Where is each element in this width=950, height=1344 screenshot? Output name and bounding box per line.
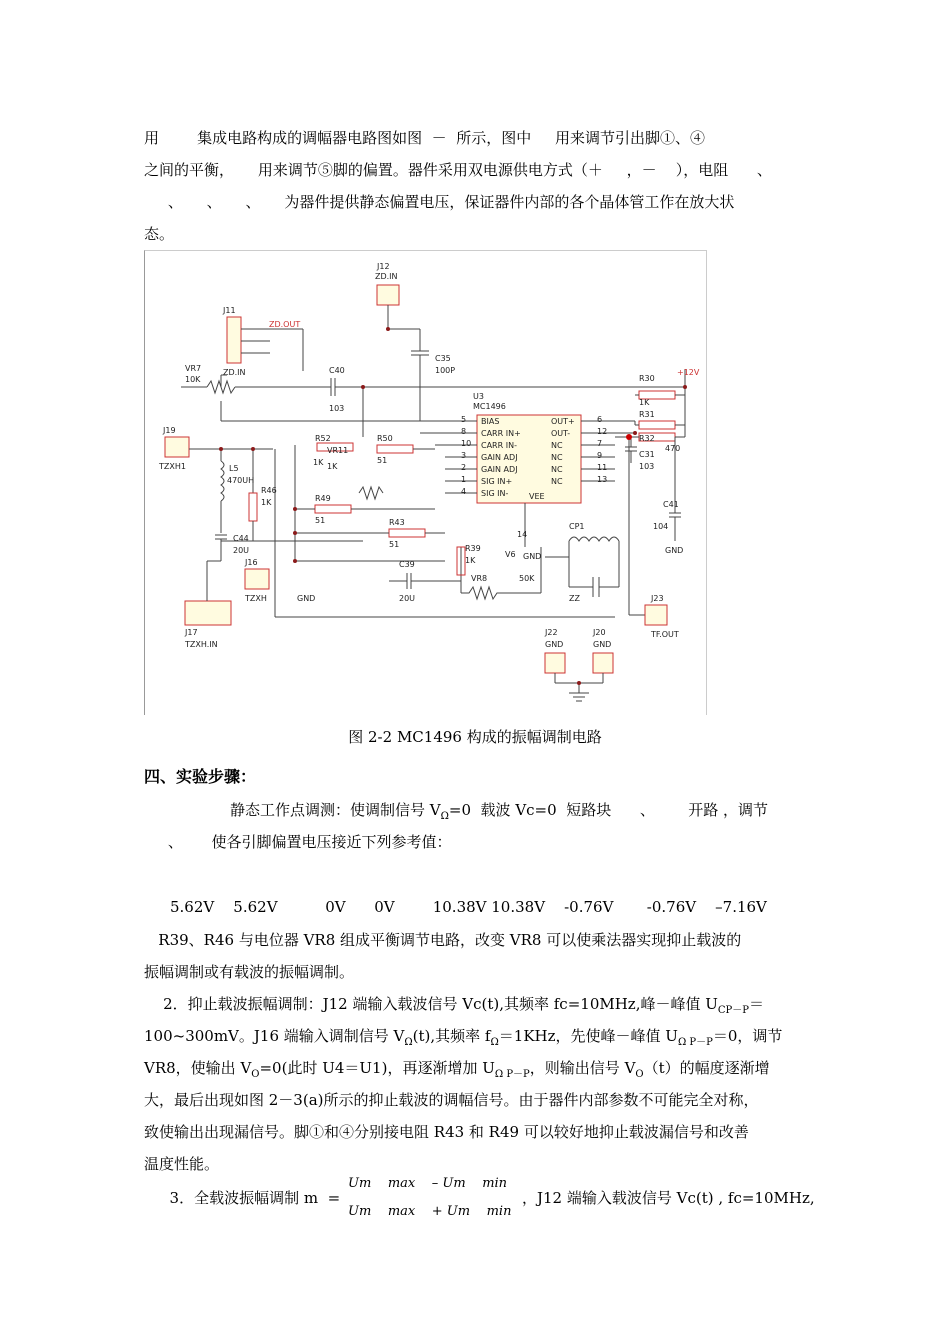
label-j16: J16 [245,558,258,567]
label-j20: J20 [593,628,606,637]
step2-line-3: VR8，使输出 $V_O=0$(此时 U4＝U1)，再逐渐增加 $U_{\Omega P-P}$，则输出信号 $V_O(t)$的幅度逐渐增 [144,1059,770,1080]
label-c35-value: 100P [435,366,456,375]
label-r50: R50 [377,434,393,443]
label-vr8-value: 50K [519,574,535,583]
step2-line-5: 致使输出出现漏信号。脚①和④分别接电阻 R43 和 R49 可以较好地抑止载波漏信号和改善 [144,1123,749,1141]
label-gnd-j22: GND [545,640,564,649]
label-r30-value: 1K [639,398,650,407]
label-zdin-top: ZD.IN [375,272,398,281]
figure-caption: 图 2-2 MC1496 构成的振幅调制电路 [348,728,602,746]
label-j19: J19 [163,426,176,435]
step1-line-1: 静态工作点调测：使调制信号 $V_\Omega=0$ 载波 Vc=0 短路块 、 开路 ，调节 [230,801,768,822]
label-l5-value: 470UH [227,476,255,485]
label-tfout: TF.OUT [651,630,679,639]
ic-pin-number: 7 [597,439,603,448]
label-tzxhin: TZXH.IN [185,640,218,649]
label-c41-value: 104 [653,522,669,531]
label-r52: R52 [315,434,331,443]
label-zz: ZZ [569,594,580,603]
label-mc1496: MC1496 [473,402,506,411]
label-j12: J12 [377,262,390,271]
ic-pin-number: 10 [461,439,472,448]
label-c44: C44 [233,534,249,543]
label-c39: C39 [399,560,415,569]
ic-pin-number: 9 [597,451,603,460]
label-gnd-left: GND [297,594,316,603]
label-vr11-value: 1K [327,462,338,471]
label-r43-value: 51 [389,540,400,549]
label-j11: J11 [223,306,236,315]
ic-pin-number: 4 [461,487,467,496]
ic-pin-label: NC [551,441,563,450]
step2-line-2: 100~300mV。J16 端输入调制信号 $V_\Omega(t)$,其频率 $f_\Omega=1KHz$，先使峰－峰值 $U_{\Omega P-P}=0$，调节 [144,1027,783,1048]
label-v6: V6 [505,550,516,559]
label-r46: R46 [261,486,277,495]
step2-line-1: 2．抑止载波振幅调制：J12 端输入载波信号 Vc(t),其频率 fc=10MHz,峰－峰值 $U_{CP-P}=$ [144,995,765,1016]
label-gnd-cp1: GND [523,552,542,561]
ic-pin-number: 8 [461,427,467,436]
label-r49: R49 [315,494,331,503]
label-j22: J22 [545,628,558,637]
intro-line-4: 态。 [144,225,175,243]
intro-line-2: 之间的平衡， 用来调节⑤脚的偏置。器件采用双电源供电方式（＋ ，－ ），电阻 、 [144,161,772,179]
ic-pin-label: CARR IN+ [481,429,521,438]
intro-line-3: 、 、 、 为器件提供静态偏置电压，保证器件内部的各个晶体管工作在放大状 [144,193,735,211]
label-zdin: ZD.IN [223,368,246,377]
label-gnd-right: GND [665,546,684,555]
label-c40: C40 [329,366,345,375]
label-c35: C35 [435,354,451,363]
step3-suffix: ，J12 端输入载波信号 Vc(t) , fc=10MHz, [522,1189,815,1207]
label-r30: R30 [639,374,655,383]
label-c31-value: 103 [639,462,655,471]
label-c40-value: 103 [329,404,345,413]
circuit-schematic [145,251,706,715]
label-pin14: 14 [517,530,528,539]
ic-pin-label: GAIN ADJ [481,465,518,474]
formula-denominator: Um max + Um min [348,1204,512,1219]
ic-pin-number: 13 [597,475,608,484]
ic-pin-number: 1 [461,475,467,484]
label-r32: R32 [639,434,655,443]
ic-pin-number: 3 [461,451,467,460]
label-vr8: VR8 [471,574,488,583]
ic-pin-label: GAIN ADJ [481,453,518,462]
label-l5: L5 [229,464,239,473]
step3-prefix: 3．全载波振幅调制 m = [160,1189,341,1207]
label-r46-value: 1K [261,498,272,507]
section-heading: 四、实验步骤： [144,767,257,786]
ic-pin-label: OUT+ [551,417,575,426]
label-j23: J23 [651,594,664,603]
ic-pin-label: NC [551,477,563,486]
ic-pin-label: NC [551,465,563,474]
step1-line-2: 、 使各引脚偏置电压接近下列参考值： [144,833,452,851]
label-gnd-j20: GND [593,640,612,649]
label-12v: +12V [677,368,700,377]
label-tzxh: TZXH [245,594,267,603]
label-vr7-value: 10K [185,375,201,384]
ic-pin-label: SIG IN- [481,489,509,498]
label-zdout: ZD.OUT [269,320,301,329]
intro-line-1: 用 集成电路构成的调幅器电路图如图 － 所示，图中 用来调节引出脚①、④ [144,129,706,147]
label-c41: C41 [663,500,679,509]
label-cp1: CP1 [569,522,585,531]
label-r43: R43 [389,518,405,527]
balance-line-2: 振幅调制或有载波的振幅调制。 [144,963,355,981]
label-r52-value: 1K [313,458,324,467]
reference-voltages: 5.62V 5.62V 0V 0V 10.38V 10.38V -0.76V -0.76V –7.16V [170,898,767,916]
ic-pin-label: NC [551,453,563,462]
label-r32-value: 470 [665,444,681,453]
formula-numerator: Um max – Um min [348,1176,508,1191]
ic-pin-number: 2 [461,463,467,472]
label-u3: U3 [473,392,484,401]
balance-line-1: R39、R46 与电位器 VR8 组成平衡调节电路，改变 VR8 可以使乘法器实现抑止载波的 [144,931,742,949]
label-vr11: VR11 [327,446,349,455]
ic-pin-label: CARR IN- [481,441,517,450]
ic-pin-number: 5 [461,415,467,424]
ic-pin-label: BIAS [481,417,500,426]
ic-pin-label: OUT- [551,429,571,438]
ic-pin-number: 11 [597,463,608,472]
label-r49-value: 51 [315,516,326,525]
label-r39: R39 [465,544,481,553]
ic-pin-label: SIG IN+ [481,477,513,486]
label-r39-value: 1K [465,556,476,565]
label-j17: J17 [185,628,198,637]
label-vr7: VR7 [185,364,202,373]
step2-line-4: 大，最后出现如图 2－3(a)所示的抑止载波的调幅信号。由于器件内部参数不可能完全对称， [144,1091,759,1109]
label-r31: R31 [639,410,655,419]
circuit-figure [144,250,707,715]
ic-pin-number: 12 [597,427,608,436]
ic-pin-number: 6 [597,415,603,424]
label-c31: C31 [639,450,655,459]
label-tzxh1: TZXH1 [159,462,186,471]
label-r50-value: 51 [377,456,388,465]
label-c44-value: 20U [233,546,250,555]
label-c39-value: 20U [399,594,416,603]
label-vee: VEE [529,492,545,501]
step2-line-6: 温度性能。 [144,1155,220,1173]
